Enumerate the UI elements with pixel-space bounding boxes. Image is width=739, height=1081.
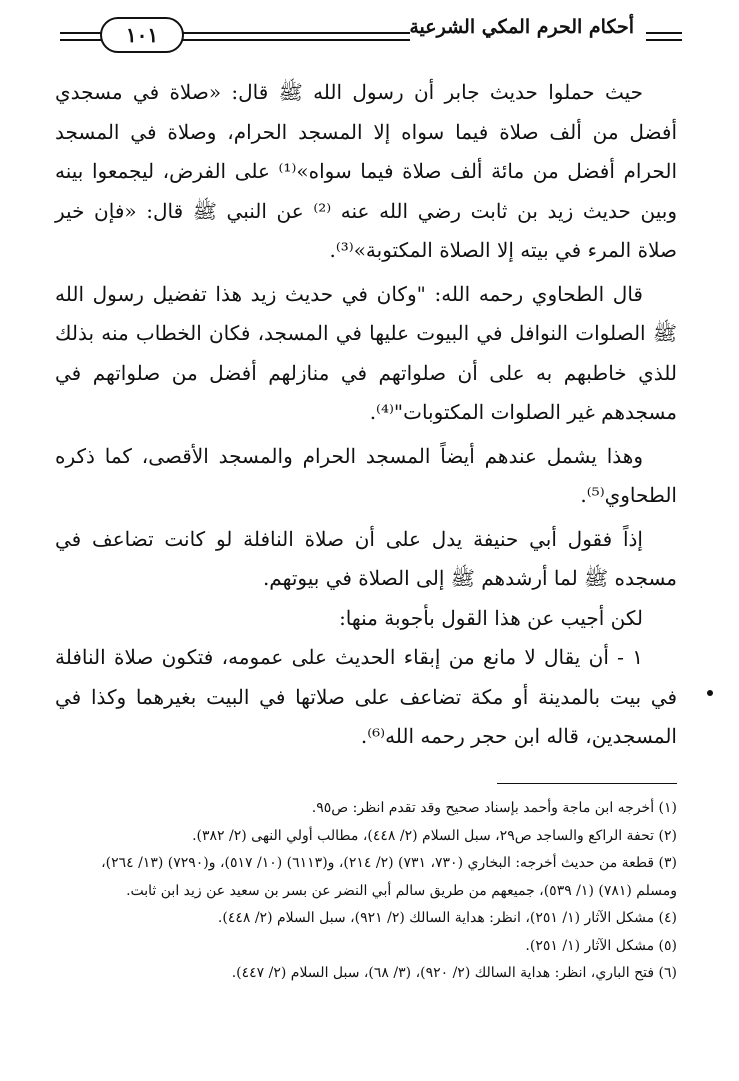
page-number: ١٠١	[100, 17, 184, 53]
footnote-1: (١) أخرجه ابن ماجة وأحمد بإسناد صحيح وقد تقدم انظر: ص٩٥.	[311, 800, 677, 816]
margin-mark	[707, 690, 713, 696]
main-text	[55, 73, 677, 757]
footnote-separator	[497, 783, 677, 784]
page-header	[60, 14, 682, 54]
paragraph-3: وهذا يشمل عندهم أيضاً المسجد الحرام والمسجد الأقصى، كما ذكره الطحاوي⁽⁵⁾.	[55, 443, 677, 507]
header-rule-right	[646, 32, 682, 41]
footnote-6: (٦) فتح الباري، انظر: هداية السالك (٢/ ٩٢٠)، (٣/ ٦٨)، سبل السلام (٢/ ٤٤٧).	[231, 965, 677, 981]
paragraph-2: قال الطحاوي رحمه الله: "وكان في حديث زيد هذا تفضيل رسول الله ﷺ الصلوات النوافل في البيوت عليها في المسجد، فكان الخطاب منه بذلك للذي خاطبهم به على أن صلواتهم في منازلهم أفضل من صلواتهم في مسجدهم غير الصلوات المكتوبات"⁽⁴⁾.	[55, 281, 677, 424]
paragraph-4: إذاً فقول أبي حنيفة يدل على أن صلاة النافلة لو كانت تضاعف في مسجده ﷺ لما أرشدهم ﷺ إلى الصلاة في بيوتهم.	[55, 526, 677, 590]
footnote-5: (٥) مشكل الآثار (١/ ٢٥١).	[525, 937, 677, 954]
footnote-4: (٤) مشكل الآثار (١/ ٢٥١)، انظر: هداية السالك (٢/ ٩٢١)، سبل السلام (٢/ ٤٤٨).	[217, 910, 677, 926]
paragraph-1: حيث حملوا حديث جابر أن رسول الله ﷺ قال: «صلاة في مسجدي أفضل من ألف صلاة فيما سواه إلا المسجد الحرام، وصلاة في المسجد الحرام أفضل من مائة ألف صلاة فيما سواه»⁽¹⁾ على الفرض، ليجمعوا بينه وبين حديث زيد بن ثابت رضي الله عنه ⁽²⁾ عن النبي ﷺ قال: «فإن خير صلاة المرء في بيته إلا الصلاة المكتوبة»⁽³⁾.	[55, 80, 677, 262]
footnote-3: (٣) قطعة من حديث أخرجه: البخاري (٧٣٠، ٧٣١) (٢/ ٢١٤)، و(٦١١٣) (١٠/ ٥١٧)، و(٧٢٩٠) (١٣/ ٢٦٤)، ومسلم (٧٨١) (١/ ٥٣٩)، جميعهم من طريق سالم أبي النضر عن بسر بن سعيد عن زيد ابن ثابت.	[101, 855, 677, 899]
footnote-2: (٢) تحفة الراكع والساجد ص٢٩، سبل السلام (٢/ ٤٤٨)، مطالب أولي النهى (٢/ ٣٨٢).	[192, 827, 677, 844]
paragraph-6: ١ - أن يقال لا مانع من إبقاء الحديث على عمومه، فتكون صلاة النافلة في بيت بالمدينة أو مكة تضاعف على صلاتها في البيت بغيرهما وكذا في المسجدين، قاله ابن حجر رحمه الله⁽⁶⁾.	[55, 645, 677, 748]
footnotes	[60, 795, 677, 988]
running-title: أحكام الحرم المكي الشرعية	[409, 16, 634, 38]
paragraph-5: لكن أجيب عن هذا القول بأجوبة منها:	[339, 605, 643, 630]
